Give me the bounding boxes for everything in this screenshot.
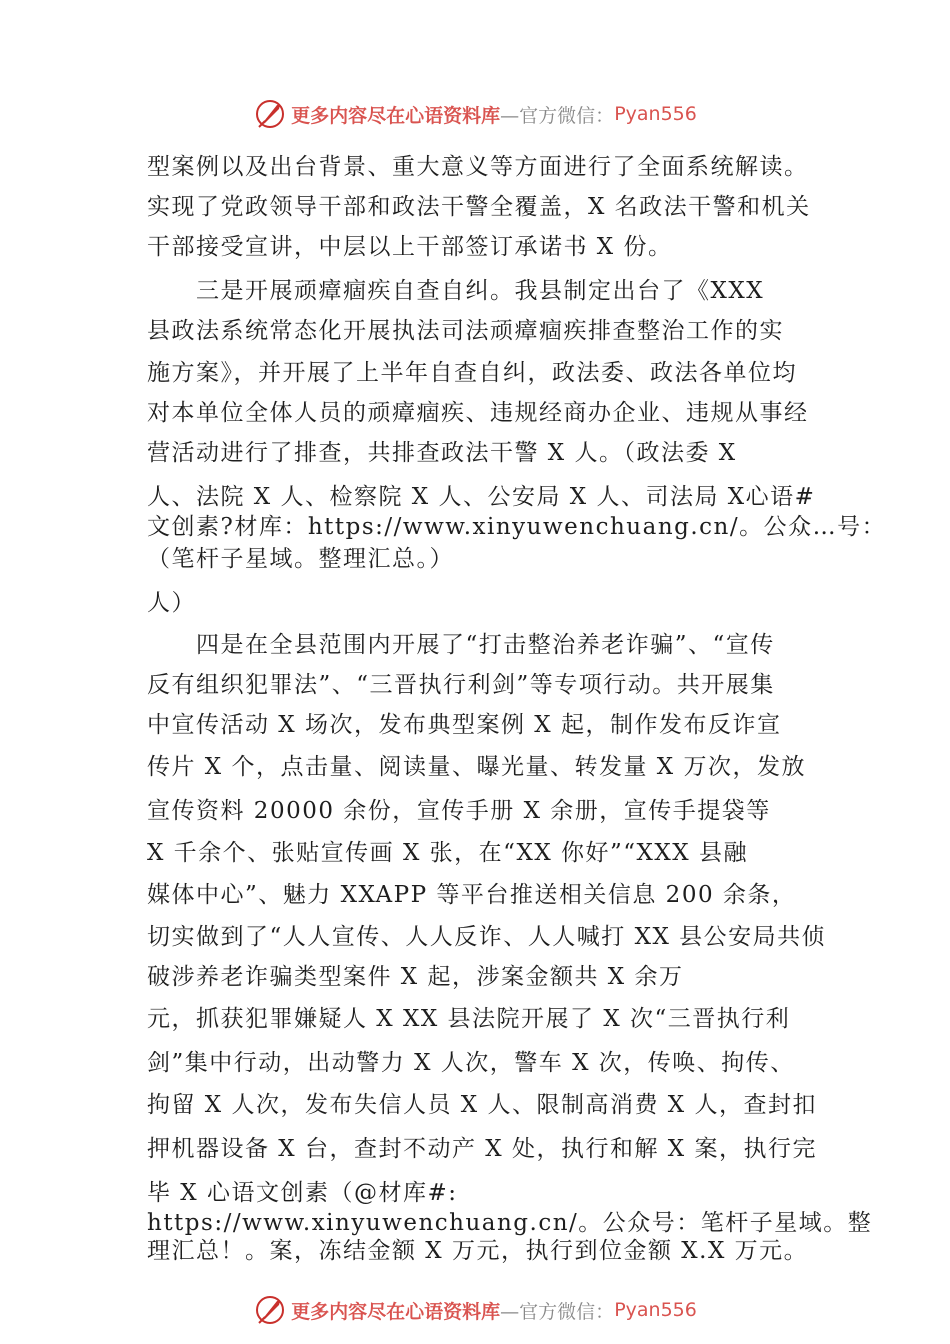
text-line: 人、法院 X 人、检察院 X 人、公安局 X 人、司法局 X心语#	[147, 484, 816, 510]
text-line: 文创素?材库：https://www.xinyuwenchuang.cn/。公众…号：	[147, 514, 887, 540]
watermark-sep-text: —官方微信：	[500, 1300, 615, 1323]
text-line: 传片 X 个，点击量、阅读量、曝光量、转发量 X 万次，发放	[147, 754, 806, 780]
text-line: 理汇总！。案，冻结金额 X 万元，执行到位金额 X.X 万元。	[147, 1238, 809, 1264]
watermark-sep-text: —官方微信：	[500, 104, 615, 127]
text-line: 型案例以及出台背景、重大意义等方面进行了全面系统解读。	[147, 154, 809, 180]
text-line: 对本单位全体人员的顽瘴痼疾、违规经商办企业、违规从事经	[147, 400, 809, 426]
feather-logo-icon	[253, 1293, 287, 1327]
watermark-main-text: 更多内容尽在心语资料库	[291, 104, 501, 127]
watermark-banner-top	[0, 94, 950, 134]
watermark-id-text: Pyan556	[614, 1299, 697, 1321]
text-line: https://www.xinyuwenchuang.cn/。公众号：笔杆子星域。整	[147, 1210, 873, 1236]
text-line: 毕 X 心语文创素（@材库#:	[147, 1180, 458, 1206]
text-line: 宣传资料 20000 余份，宣传手册 X 余册，宣传手提袋等	[147, 798, 771, 824]
text-line: 人）	[147, 590, 196, 616]
text-line: 剑”集中行动，出动警力 X 人次，警车 X 次，传唤、拘传、	[147, 1050, 795, 1076]
text-line: 押机器设备 X 台，查封不动产 X 处，执行和解 X 案，执行完	[147, 1136, 817, 1162]
text-line: 干部接受宣讲，中层以上干部签订承诺书 X 份。	[147, 234, 673, 260]
text-line: 元，抓获犯罪嫌疑人 X XX 县法院开展了 X 次“三晋执行利	[147, 1006, 791, 1032]
text-line: 实现了党政领导干部和政法干警全覆盖，X 名政法干警和机关	[147, 194, 811, 220]
text-line: 中宣传活动 X 场次，发布典型案例 X 起，制作发布反诈宣	[147, 712, 782, 738]
text-line: 媒体中心”、魅力 XXAPP 等平台推送相关信息 200 余条，	[147, 882, 797, 908]
watermark-id-text: Pyan556	[614, 103, 697, 125]
text-line: 县政法系统常态化开展执法司法顽瘴痼疾排查整治工作的实	[147, 318, 784, 344]
text-line: 反有组织犯罪法”、“三晋执行利剑”等专项行动。共开展集	[147, 672, 775, 698]
feather-logo-icon	[253, 97, 287, 131]
text-line: （笔杆子星域。整理汇总。）	[147, 546, 454, 572]
text-line: 三是开展顽瘴痼疾自查自纠。我县制定出台了《XXX	[196, 278, 765, 304]
text-line: 四是在全县范围内开展了“打击整治养老诈骗”、“宣传	[196, 632, 775, 658]
watermark-banner-bottom	[0, 1290, 950, 1330]
text-line: 拘留 X 人次，发布失信人员 X 人、限制高消费 X 人，查封扣	[147, 1092, 817, 1118]
text-line: 施方案》，并开展了上半年自查自纠，政法委、政法各单位均	[147, 360, 797, 386]
text-line: 切实做到了“人人宣传、人人反诈、人人喊打 XX 县公安局共侦	[147, 924, 827, 950]
watermark-main-text: 更多内容尽在心语资料库	[291, 1300, 501, 1323]
text-line: X 千余个、张贴宣传画 X 张，在“XX 你好”“XXX 县融	[147, 840, 748, 866]
text-line: 营活动进行了排查，共排查政法干警 X 人。（政法委 X	[147, 440, 737, 466]
text-line: 破涉养老诈骗类型案件 X 起，涉案金额共 X 余万	[147, 964, 684, 990]
